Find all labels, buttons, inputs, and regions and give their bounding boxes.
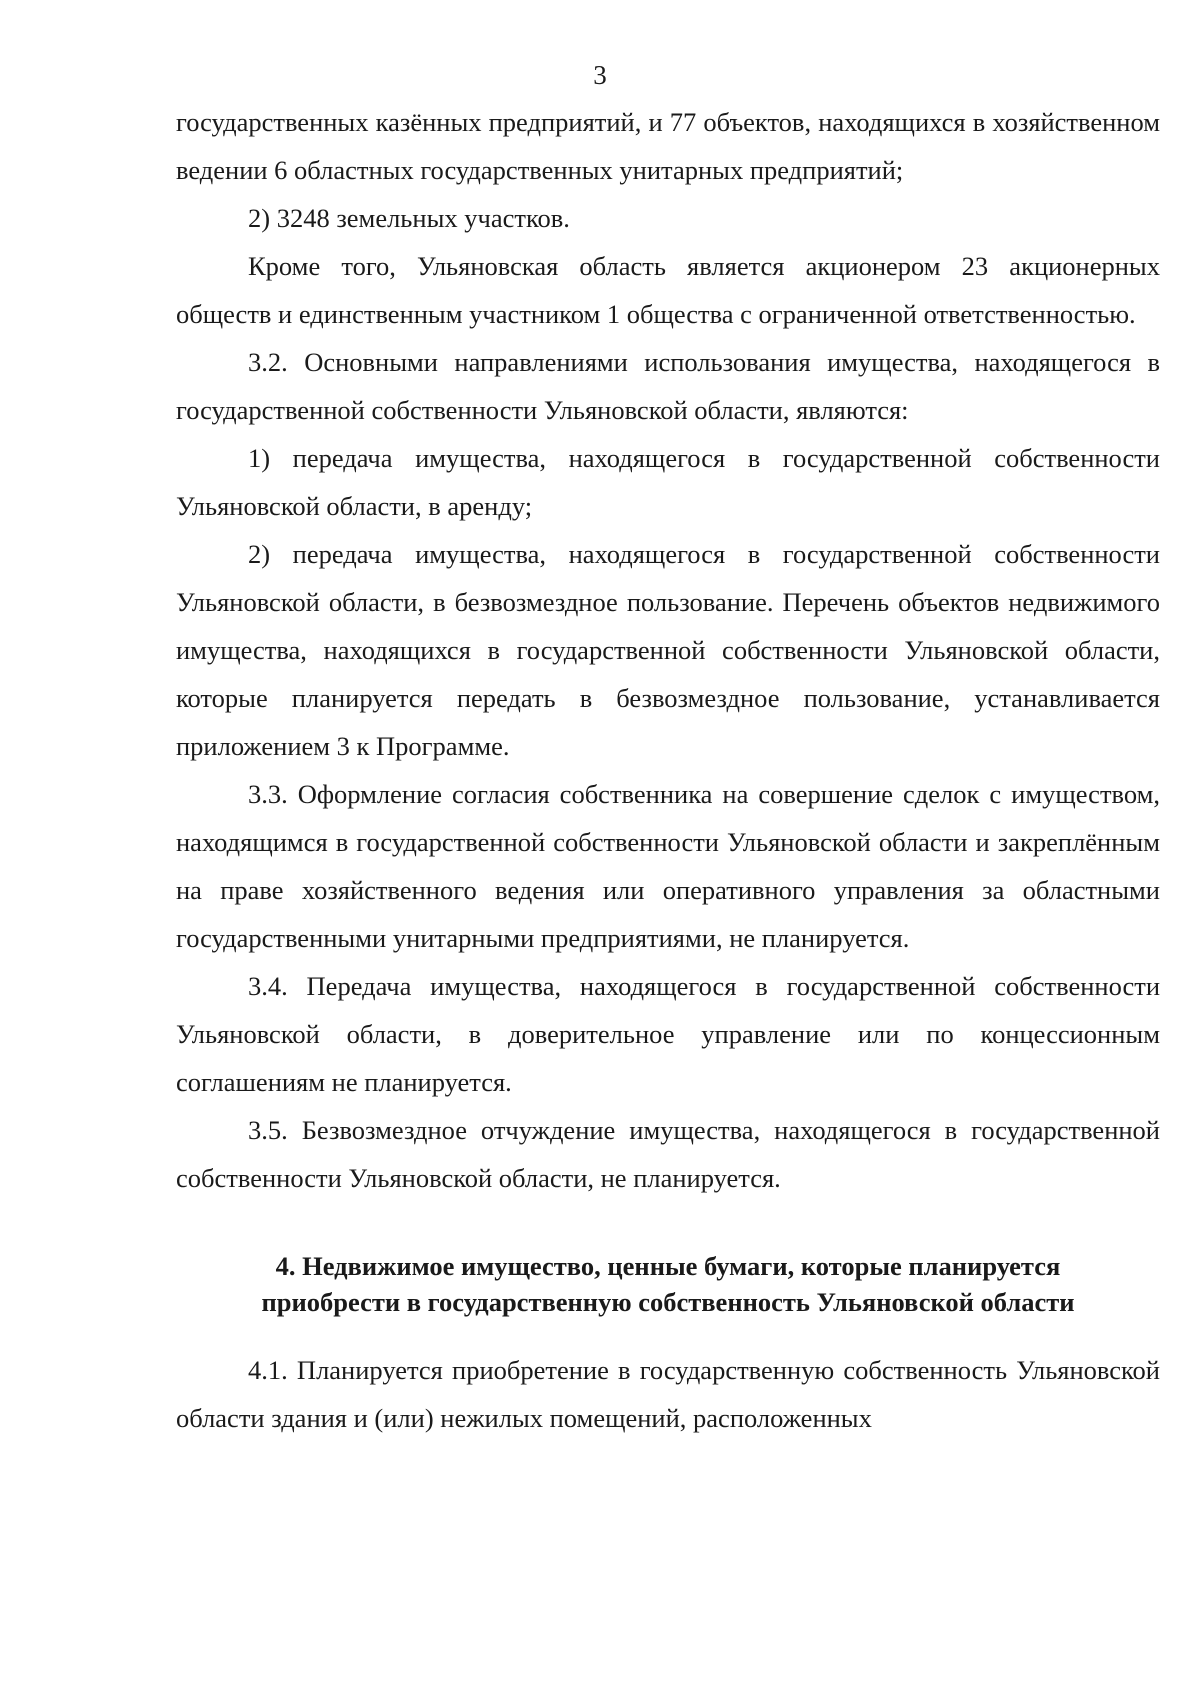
paragraph-enterprises-continued: государственных казённых предприятий, и 77 объектов, находящихся в хозяйственном ведении 6 областных государственных унитарных предприятий; <box>176 107 1160 185</box>
paragraph-3-2-item-1: 1) передача имущества, находящегося в государственной собственности Ульяновской области, в аренду; <box>176 443 1160 521</box>
paragraph-3-5: 3.5. Безвозмездное отчуждение имущества, находящегося в государственной собственности Ульяновской области, не планируется. <box>176 1115 1160 1193</box>
paragraph-4-1: 4.1. Планируется приобретение в государственную собственность Ульяновской области здания и (или) нежилых помещений, расположенных <box>176 1355 1160 1433</box>
page-number: 3 <box>593 60 607 90</box>
paragraph-land-plots: 2) 3248 земельных участков. <box>248 203 570 233</box>
paragraph-3-4: 3.4. Передача имущества, находящегося в государственной собственности Ульяновской области, в доверительное управление или по концессионным соглашениям не планируется. <box>176 971 1160 1097</box>
paragraph-3-3: 3.3. Оформление согласия собственника на совершение сделок с имуществом, находящимся в государственной собственности Ульяновской области и закреплённым на праве хозяйственного ведения или оперативного управления за областными государственными унитарными предприятиями, не планируется. <box>176 779 1160 953</box>
section-4-heading <box>176 1248 1160 1320</box>
paragraph-3-2: 3.2. Основными направлениями использования имущества, находящегося в государственной собственности Ульяновской области, являются: <box>176 347 1160 425</box>
section-4-heading-line-1: 4. Недвижимое имущество, ценные бумаги, которые планируется <box>275 1251 1061 1281</box>
paragraph-shareholder: Кроме того, Ульяновская область является акционером 23 акционерных обществ и единственным участником 1 общества с ограниченной ответственностью. <box>176 251 1160 329</box>
section-4-heading-line-2: приобрести в государственную собственность Ульяновской области <box>261 1287 1075 1317</box>
paragraph-3-2-item-2: 2) передача имущества, находящегося в государственной собственности Ульяновской области, в безвозмездное пользование. Перечень объектов недвижимого имущества, находящихся в государственной собственности Ульяновской области, которые планируется передать в безвозмездное пользование, устанавливается приложением 3 к Программе. <box>176 539 1160 761</box>
document-body <box>176 98 1160 1442</box>
